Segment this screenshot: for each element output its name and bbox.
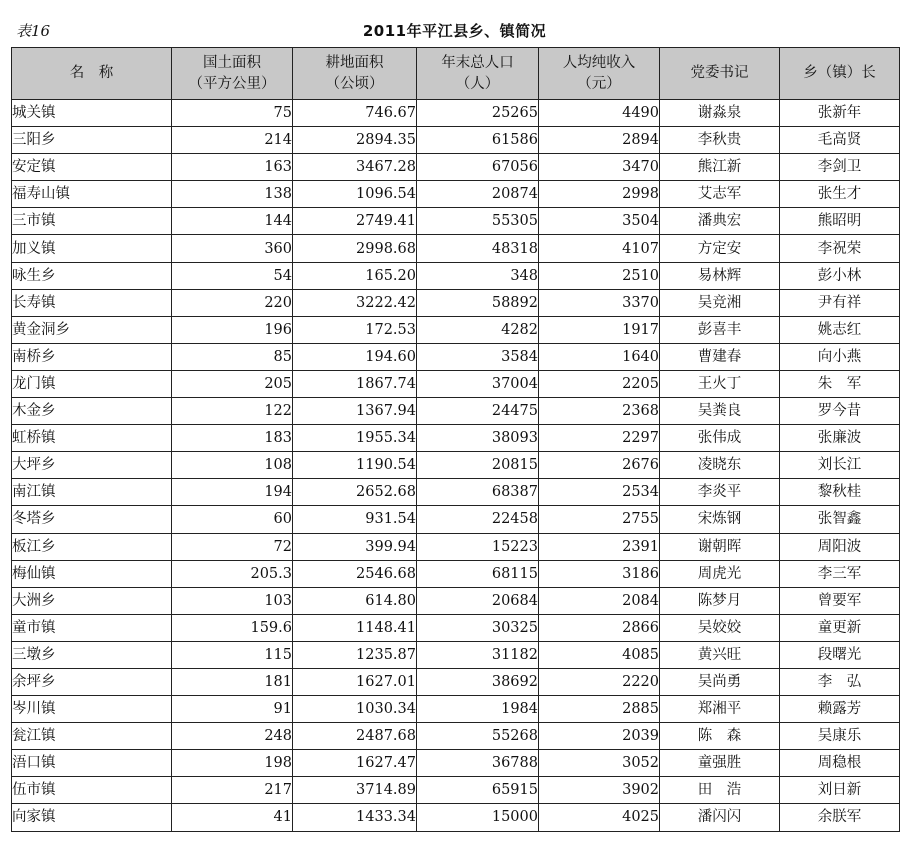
cell-population: 22458 xyxy=(417,506,539,533)
header-area-line1: 国土面积 xyxy=(203,54,261,71)
cell-population: 4282 xyxy=(417,316,539,343)
cell-name: 余坪乡 xyxy=(12,668,172,695)
header-secretary-text: 党委书记 xyxy=(690,65,749,81)
cell-head: 彭小林 xyxy=(780,262,900,289)
table-row xyxy=(12,235,900,262)
cell-name: 长寿镇 xyxy=(12,289,172,316)
cell-population: 20815 xyxy=(417,452,539,479)
header-name-text: 名 称 xyxy=(69,65,114,81)
cell-income: 2866 xyxy=(539,614,660,641)
cell-head: 李祝荣 xyxy=(780,235,900,262)
cell-head: 张廉波 xyxy=(780,425,900,452)
cell-name: 福寿山镇 xyxy=(12,181,172,208)
table-row xyxy=(12,181,900,208)
header-income-line2: （元） xyxy=(577,75,621,92)
cell-head: 李剑卫 xyxy=(780,154,900,181)
cell-income: 3470 xyxy=(539,154,660,181)
cell-population: 38692 xyxy=(417,668,539,695)
cell-area: 72 xyxy=(172,533,293,560)
cell-head: 刘日新 xyxy=(780,777,900,804)
cell-population: 58892 xyxy=(417,289,539,316)
cell-income: 3370 xyxy=(539,289,660,316)
cell-area: 103 xyxy=(172,587,293,614)
cell-area: 194 xyxy=(172,479,293,506)
table-header xyxy=(12,48,900,100)
cell-area: 115 xyxy=(172,641,293,668)
cell-population: 55268 xyxy=(417,723,539,750)
cell-secretary: 吴竞湘 xyxy=(660,289,780,316)
cell-income: 3902 xyxy=(539,777,660,804)
header-row xyxy=(12,48,900,100)
cell-secretary: 黄兴旺 xyxy=(660,641,780,668)
cell-secretary: 李秋贵 xyxy=(660,127,780,154)
cell-secretary: 童强胜 xyxy=(660,750,780,777)
table-row xyxy=(12,398,900,425)
table-row xyxy=(12,289,900,316)
cell-income: 2998 xyxy=(539,181,660,208)
table-row xyxy=(12,425,900,452)
cell-population: 48318 xyxy=(417,235,539,262)
table-row xyxy=(12,804,900,831)
header-farmland xyxy=(293,48,417,100)
cell-farmland: 399.94 xyxy=(293,533,417,560)
cell-population: 61586 xyxy=(417,127,539,154)
cell-head: 周稳根 xyxy=(780,750,900,777)
table-row xyxy=(12,506,900,533)
cell-area: 41 xyxy=(172,804,293,831)
cell-farmland: 931.54 xyxy=(293,506,417,533)
table-row xyxy=(12,614,900,641)
header-head-text: 乡（镇）长 xyxy=(803,65,876,81)
cell-name: 冬塔乡 xyxy=(12,506,172,533)
cell-head: 童更新 xyxy=(780,614,900,641)
cell-income: 1917 xyxy=(539,316,660,343)
cell-name: 城关镇 xyxy=(12,100,172,127)
cell-head: 张智鑫 xyxy=(780,506,900,533)
cell-farmland: 1955.34 xyxy=(293,425,417,452)
cell-farmland: 2652.68 xyxy=(293,479,417,506)
cell-farmland: 2998.68 xyxy=(293,235,417,262)
cell-head: 曾要军 xyxy=(780,587,900,614)
cell-population: 36788 xyxy=(417,750,539,777)
cell-area: 144 xyxy=(172,208,293,235)
cell-area: 183 xyxy=(172,425,293,452)
cell-head: 黎秋桂 xyxy=(780,479,900,506)
cell-farmland: 1235.87 xyxy=(293,641,417,668)
cell-farmland: 2894.35 xyxy=(293,127,417,154)
cell-secretary: 吴粪良 xyxy=(660,398,780,425)
cell-farmland: 172.53 xyxy=(293,316,417,343)
header-farmland-line1: 耕地面积 xyxy=(325,54,384,71)
header-income xyxy=(539,48,660,100)
cell-area: 217 xyxy=(172,777,293,804)
cell-population: 68115 xyxy=(417,560,539,587)
cell-population: 1984 xyxy=(417,696,539,723)
cell-name: 大洲乡 xyxy=(12,587,172,614)
cell-head: 熊昭明 xyxy=(780,208,900,235)
cell-area: 54 xyxy=(172,262,293,289)
cell-head: 李 弘 xyxy=(780,668,900,695)
cell-name: 岑川镇 xyxy=(12,696,172,723)
table-row xyxy=(12,777,900,804)
cell-area: 85 xyxy=(172,343,293,370)
cell-farmland: 3714.89 xyxy=(293,777,417,804)
header-secretary xyxy=(660,48,780,100)
cell-farmland: 1190.54 xyxy=(293,452,417,479)
cell-area: 205 xyxy=(172,370,293,397)
cell-income: 3504 xyxy=(539,208,660,235)
cell-area: 248 xyxy=(172,723,293,750)
cell-income: 3186 xyxy=(539,560,660,587)
cell-head: 尹有祥 xyxy=(780,289,900,316)
table-row xyxy=(12,750,900,777)
table-row xyxy=(12,154,900,181)
cell-secretary: 潘典宏 xyxy=(660,208,780,235)
cell-name: 三阳乡 xyxy=(12,127,172,154)
cell-secretary: 曹建春 xyxy=(660,343,780,370)
cell-name: 龙门镇 xyxy=(12,370,172,397)
cell-farmland: 3467.28 xyxy=(293,154,417,181)
table-row xyxy=(12,641,900,668)
cell-secretary: 潘闪闪 xyxy=(660,804,780,831)
header-population xyxy=(417,48,539,100)
cell-head: 段曙光 xyxy=(780,641,900,668)
cell-farmland: 1867.74 xyxy=(293,370,417,397)
cell-head: 朱 军 xyxy=(780,370,900,397)
table-row xyxy=(12,452,900,479)
cell-population: 30325 xyxy=(417,614,539,641)
cell-farmland: 1148.41 xyxy=(293,614,417,641)
table-row xyxy=(12,479,900,506)
cell-population: 15000 xyxy=(417,804,539,831)
cell-secretary: 宋炼钢 xyxy=(660,506,780,533)
cell-income: 4107 xyxy=(539,235,660,262)
cell-area: 60 xyxy=(172,506,293,533)
cell-population: 15223 xyxy=(417,533,539,560)
cell-income: 4085 xyxy=(539,641,660,668)
cell-area: 91 xyxy=(172,696,293,723)
cell-area: 159.6 xyxy=(172,614,293,641)
header-area xyxy=(172,48,293,100)
cell-name: 三市镇 xyxy=(12,208,172,235)
cell-area: 196 xyxy=(172,316,293,343)
cell-area: 214 xyxy=(172,127,293,154)
cell-income: 3052 xyxy=(539,750,660,777)
cell-secretary: 易林辉 xyxy=(660,262,780,289)
cell-farmland: 1627.01 xyxy=(293,668,417,695)
table-body xyxy=(12,100,900,832)
cell-income: 4490 xyxy=(539,100,660,127)
cell-secretary: 吴姣姣 xyxy=(660,614,780,641)
cell-head: 姚志红 xyxy=(780,316,900,343)
cell-income: 2510 xyxy=(539,262,660,289)
cell-head: 赖露芳 xyxy=(780,696,900,723)
cell-farmland: 1030.34 xyxy=(293,696,417,723)
cell-name: 伍市镇 xyxy=(12,777,172,804)
cell-area: 360 xyxy=(172,235,293,262)
table-row xyxy=(12,316,900,343)
cell-income: 2205 xyxy=(539,370,660,397)
cell-area: 122 xyxy=(172,398,293,425)
header-name xyxy=(12,48,172,100)
table-row xyxy=(12,127,900,154)
cell-income: 4025 xyxy=(539,804,660,831)
cell-area: 220 xyxy=(172,289,293,316)
cell-secretary: 谢朝晖 xyxy=(660,533,780,560)
table-row xyxy=(12,100,900,127)
table-row xyxy=(12,696,900,723)
cell-income: 2885 xyxy=(539,696,660,723)
cell-population: 20874 xyxy=(417,181,539,208)
cell-name: 木金乡 xyxy=(12,398,172,425)
cell-farmland: 2749.41 xyxy=(293,208,417,235)
cell-secretary: 方定安 xyxy=(660,235,780,262)
cell-income: 2894 xyxy=(539,127,660,154)
cell-population: 67056 xyxy=(417,154,539,181)
cell-farmland: 746.67 xyxy=(293,100,417,127)
cell-head: 张生才 xyxy=(780,181,900,208)
cell-area: 138 xyxy=(172,181,293,208)
cell-name: 咏生乡 xyxy=(12,262,172,289)
cell-population: 25265 xyxy=(417,100,539,127)
cell-income: 2676 xyxy=(539,452,660,479)
cell-head: 罗今昔 xyxy=(780,398,900,425)
cell-income: 2039 xyxy=(539,723,660,750)
cell-farmland: 1627.47 xyxy=(293,750,417,777)
cell-secretary: 彭喜丰 xyxy=(660,316,780,343)
cell-population: 3584 xyxy=(417,343,539,370)
cell-income: 2391 xyxy=(539,533,660,560)
cell-farmland: 2546.68 xyxy=(293,560,417,587)
cell-name: 浯口镇 xyxy=(12,750,172,777)
cell-secretary: 熊江新 xyxy=(660,154,780,181)
cell-name: 南江镇 xyxy=(12,479,172,506)
cell-name: 向家镇 xyxy=(12,804,172,831)
cell-secretary: 周虎光 xyxy=(660,560,780,587)
cell-farmland: 1433.34 xyxy=(293,804,417,831)
cell-secretary: 艾志军 xyxy=(660,181,780,208)
cell-population: 65915 xyxy=(417,777,539,804)
cell-population: 31182 xyxy=(417,641,539,668)
cell-farmland: 165.20 xyxy=(293,262,417,289)
table-row xyxy=(12,587,900,614)
cell-name: 童市镇 xyxy=(12,614,172,641)
cell-name: 大坪乡 xyxy=(12,452,172,479)
cell-farmland: 194.60 xyxy=(293,343,417,370)
cell-farmland: 2487.68 xyxy=(293,723,417,750)
cell-name: 加义镇 xyxy=(12,235,172,262)
cell-head: 毛高贤 xyxy=(780,127,900,154)
cell-head: 吴康乐 xyxy=(780,723,900,750)
cell-area: 181 xyxy=(172,668,293,695)
cell-name: 虹桥镇 xyxy=(12,425,172,452)
cell-income: 2368 xyxy=(539,398,660,425)
cell-name: 三墩乡 xyxy=(12,641,172,668)
cell-farmland: 614.80 xyxy=(293,587,417,614)
cell-area: 163 xyxy=(172,154,293,181)
cell-area: 205.3 xyxy=(172,560,293,587)
township-summary-table xyxy=(11,47,900,832)
table-number-label: 表16 xyxy=(16,22,51,40)
table-row xyxy=(12,668,900,695)
cell-population: 348 xyxy=(417,262,539,289)
cell-population: 38093 xyxy=(417,425,539,452)
table-row xyxy=(12,370,900,397)
cell-secretary: 李炎平 xyxy=(660,479,780,506)
cell-name: 瓮江镇 xyxy=(12,723,172,750)
table-row xyxy=(12,208,900,235)
cell-name: 板江乡 xyxy=(12,533,172,560)
cell-farmland: 3222.42 xyxy=(293,289,417,316)
cell-income: 2220 xyxy=(539,668,660,695)
cell-head: 向小燕 xyxy=(780,343,900,370)
cell-area: 108 xyxy=(172,452,293,479)
cell-head: 张新年 xyxy=(780,100,900,127)
header-population-line1: 年末总人口 xyxy=(441,54,514,71)
cell-secretary: 陈 森 xyxy=(660,723,780,750)
cell-secretary: 陈梦月 xyxy=(660,587,780,614)
table-row xyxy=(12,560,900,587)
cell-name: 黄金洞乡 xyxy=(12,316,172,343)
cell-population: 37004 xyxy=(417,370,539,397)
cell-head: 李三军 xyxy=(780,560,900,587)
page-title: 2011年平江县乡、镇简况 xyxy=(362,22,547,40)
cell-population: 24475 xyxy=(417,398,539,425)
cell-name: 梅仙镇 xyxy=(12,560,172,587)
cell-name: 安定镇 xyxy=(12,154,172,181)
cell-head: 余朕军 xyxy=(780,804,900,831)
cell-population: 20684 xyxy=(417,587,539,614)
cell-head: 刘长江 xyxy=(780,452,900,479)
header-area-line2: （平方公里） xyxy=(188,75,276,92)
cell-secretary: 谢淼泉 xyxy=(660,100,780,127)
cell-income: 2534 xyxy=(539,479,660,506)
cell-secretary: 凌晓东 xyxy=(660,452,780,479)
table-row xyxy=(12,343,900,370)
cell-farmland: 1367.94 xyxy=(293,398,417,425)
cell-area: 198 xyxy=(172,750,293,777)
cell-income: 2297 xyxy=(539,425,660,452)
table-row xyxy=(12,723,900,750)
table-row xyxy=(12,262,900,289)
header-income-line1: 人均纯收入 xyxy=(562,54,636,71)
cell-population: 68387 xyxy=(417,479,539,506)
cell-income: 2755 xyxy=(539,506,660,533)
cell-secretary: 郑湘平 xyxy=(660,696,780,723)
cell-secretary: 王火丁 xyxy=(660,370,780,397)
cell-secretary: 张伟成 xyxy=(660,425,780,452)
header-farmland-line2: （公顷） xyxy=(325,75,384,92)
cell-secretary: 田 浩 xyxy=(660,777,780,804)
cell-head: 周阳波 xyxy=(780,533,900,560)
header-population-line2: （人） xyxy=(455,75,500,92)
cell-name: 南桥乡 xyxy=(12,343,172,370)
cell-farmland: 1096.54 xyxy=(293,181,417,208)
table-row xyxy=(12,533,900,560)
cell-area: 75 xyxy=(172,100,293,127)
cell-income: 2084 xyxy=(539,587,660,614)
cell-secretary: 吴尚勇 xyxy=(660,668,780,695)
cell-population: 55305 xyxy=(417,208,539,235)
header-head xyxy=(780,48,900,100)
cell-income: 1640 xyxy=(539,343,660,370)
